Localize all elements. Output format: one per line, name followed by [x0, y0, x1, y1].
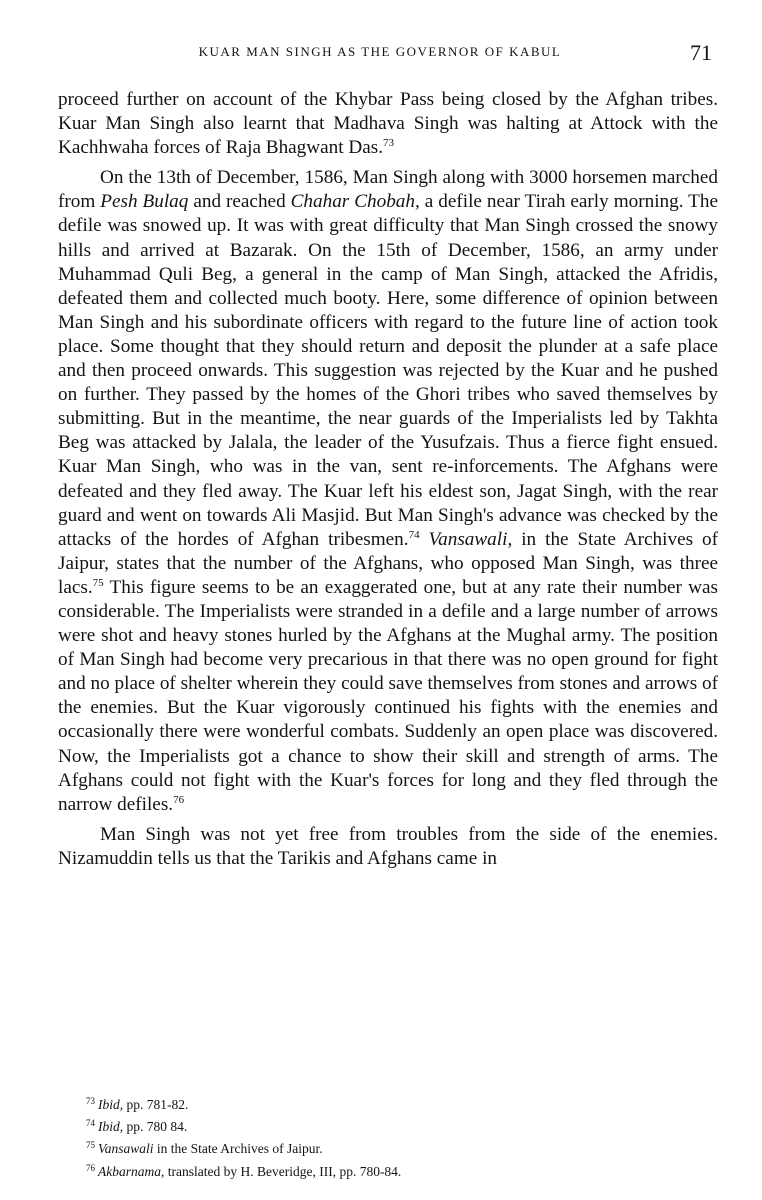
paragraph-2-text-a: On the 13th of December, 1586, Man Singh along with 3000 horsemen marched from	[58, 167, 718, 213]
page-number: 71	[690, 40, 712, 65]
footnote-title: Ibid,	[98, 1097, 124, 1112]
paragraph-3-text: Man Singh was not yet free from troubles from the side of the enemies. Nizamuddin tells us that the Tarikis and Afghans came in	[58, 823, 718, 869]
footnote-title: Akbarnama,	[98, 1163, 165, 1179]
footnote	[86, 1092, 606, 1114]
paragraph-2	[58, 166, 718, 817]
paragraph-2-text-d: in the State Archives of Jaipur, states that the number of the Afghans, who opposed Man Singh, was three lacs.	[58, 528, 719, 598]
source-title-vansawali: Vansawali,	[428, 528, 513, 550]
footnote-mark: 75	[86, 1140, 95, 1151]
paragraph-1-text: proceed further on account of the Khybar Pass being closed by the Afghan tribes. Kuar Man Singh also learnt that Madhava Singh was halting at Attock with the Kachhwaha forces of Raja Bhagwant Das.	[58, 89, 718, 159]
footnote	[86, 1159, 606, 1181]
footnote-mark: 76	[86, 1162, 95, 1173]
footnote-text: translated by H. Beveridge, III, pp. 780-84.	[164, 1163, 402, 1179]
paragraph-2-text-e: This figure seems to be an exaggerated one, but at any rate their number was considerable. The Imperialists were stranded in a defile and a large number of arrows were shot and heavy stones hurled by the Afghans at the Mughal army. The position of Man Singh had become very precarious in that there was no open ground for fight and no place of shelter wherein they could save themselves from stones and arrows of the enemies. But the Kuar vigorously continued his fights with the enemies and occasionally there were wonderful combats. Suddenly an open place was discovered. Now, the Imperialists got a chance to show their skill and strength of arms. The Afghans could not fight with the Kuar's forces for long and they fled through the narrow defiles.	[58, 576, 718, 815]
place-name-pesh-bulaq: Pesh Bulaq	[100, 191, 189, 213]
footnote-ref-73: 73	[383, 137, 394, 150]
footnote-ref-75: 75	[92, 576, 104, 589]
footnote	[86, 1114, 606, 1136]
footnote-title: Vansawali	[98, 1141, 154, 1157]
paragraph-1	[58, 88, 718, 160]
footnote-text: in the State Archives of Jaipur.	[153, 1141, 323, 1157]
body-text	[58, 88, 718, 871]
footnote-title: Ibid,	[98, 1119, 124, 1135]
paragraph-2-text-c: a defile near Tirah early morning. The defile was snowed up. It was with great difficulty that Man Singh crossed the snowy hills and arrived at Bazarak. On the 15th of December, 1586, an army under Muhammad Quli Beg, a general in the camp of Man Singh, attacked the Afridis, defeated them and collected much booty. Here, some difference of opinion between Man Singh and his subordinate officers with regard to the future line of action took place. Some thought that they should return and deposit the plunder at a safe place and then proceed onwards. This suggestion was rejected by the Kuar and he pushed on further. They passed by the homes of the Ghori tribes who saved themselves by submitting. But in the meantime, the near guards of the Imperialists led by Takhta Beg was attacked by Jalala, the leader of the Yusufzais. Thus a fierce fight ensued. Kuar Man Singh, who was in the van, sent re-inforcements. The Afghans were defeated and they fled away. The Kuar left his eldest son, Jagat Singh, with the rear guard and went on towards Ali Masjid. But Man Singh's advance was checked by the attacks of the hordes of Afghan tribesmen.	[58, 191, 718, 550]
footnote-ref-74: 74	[408, 528, 420, 541]
place-name-chahar-chobah: Chahar Chobah,	[290, 191, 420, 213]
footnote-mark: 73	[86, 1096, 95, 1106]
footnote-mark: 74	[86, 1118, 95, 1129]
footnote-ref-76: 76	[173, 793, 185, 806]
footnote	[86, 1136, 606, 1158]
footnote-text: pp. 781-82.	[123, 1097, 189, 1112]
paragraph-3	[58, 823, 718, 871]
footnote-text: pp. 780 84.	[123, 1119, 188, 1135]
footnotes	[86, 1092, 606, 1181]
paragraph-2-text-b: and reached	[188, 191, 291, 213]
running-head: KUAR MAN SINGH AS THE GOVERNOR OF KABUL	[198, 44, 562, 59]
